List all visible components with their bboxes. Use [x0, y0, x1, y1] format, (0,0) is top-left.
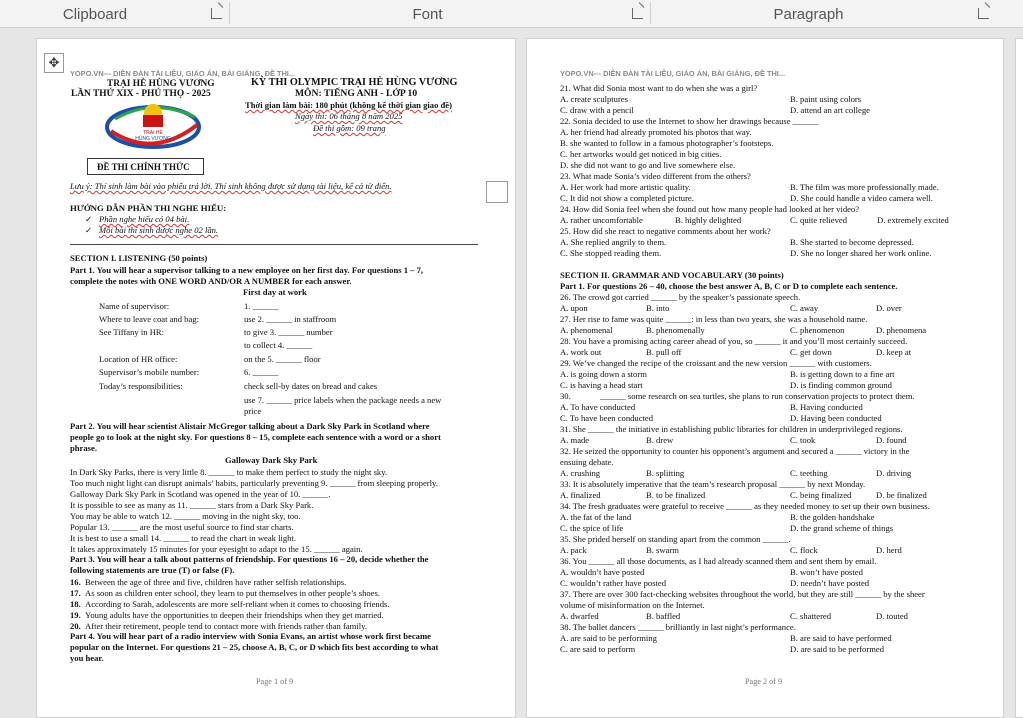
option: B. Having conducted — [790, 402, 863, 412]
exam-duration: Thời gian làm bài: 180 phút (không kể thời gian giao đề) — [245, 100, 452, 110]
option: A. To have conducted — [560, 402, 636, 412]
question-line: 24. How did Sonia feel when she found out how many people had looked at her video? — [560, 204, 860, 214]
option: A. dwarfed — [560, 611, 599, 621]
note-value: check sell-by dates on bread and cakes — [244, 381, 378, 391]
ribbon-group-font[interactable] — [230, 0, 625, 28]
option: C. draw with a pencil — [560, 105, 634, 115]
option: C. being finalized — [790, 490, 852, 500]
camp-edition: LẦN THỨ XIX - PHÚ THỌ - 2025 — [71, 89, 211, 99]
guide-item: Mỗi bài thí sinh được nghe 02 lần. — [99, 225, 219, 235]
statement-text: Young adults have the opportunities to deepen their friendships when they get married. — [85, 610, 384, 620]
option: A. are said to be performing — [560, 633, 657, 643]
option: D. Having been conducted — [790, 413, 882, 423]
statement-text: Between the age of three and five, children have rather selfish relationships. — [85, 577, 347, 587]
passage-title: Galloway Dark Sky Park — [225, 455, 318, 465]
question-line: 33. It is absolutely imperative that the team’s research proposal ______ by next Monday. — [560, 479, 866, 489]
dialog-launcher-icon[interactable] — [632, 8, 643, 19]
note-value: to collect 4. ______ — [244, 340, 313, 350]
part-instruction: popular on the Internet. For questions 21 – 25, choose A, B, C, or D which fits best according to what — [70, 642, 439, 652]
question-line: 22. Sonia decided to use the Internet to show her drawings because ______ — [560, 116, 819, 126]
candidate-note: Lưu ý: Thí sinh làm bài vào phiếu trả lời. Thí sinh không được sử dụng tài liệu, kể cả từ điển. — [70, 181, 392, 191]
option: D. She no longer shared her work online. — [790, 248, 932, 258]
option: D. over — [876, 303, 902, 313]
document-page-1[interactable] — [36, 38, 516, 718]
question-line: ______ some research on sea turtles, she plans to run conservation projects to protect them. — [600, 391, 915, 401]
question-line: 32. He seized the opportunity to counter his opponent’s argument and secured a ______ victory in the — [560, 446, 910, 456]
option: C. wouldn’t rather have posted — [560, 578, 667, 588]
exam-date: Ngày thi: 06 tháng 8 năm 2025 — [295, 111, 403, 121]
page-number: Page 2 of 9 — [745, 677, 783, 686]
sentence: It takes approximately 15 minutes for your eyesight to adapt to the 15. ______ again. — [70, 544, 363, 554]
page-header: YOPO.VN--- DIỄN ĐÀN TÀI LIỆU, GIÁO ÁN, BÀI GIẢNG, ĐỀ THI... — [70, 69, 296, 78]
note-label: Supervisor’s mobile number: — [99, 367, 200, 377]
note-value: to give 3. ______ number — [244, 327, 333, 337]
option: D. keep at — [876, 347, 912, 357]
part-instruction: Part 2. You will hear scientist Alistair McGregor talking about a Dark Sky Park in Scotland where — [70, 421, 430, 431]
option: A. She replied angrily to them. — [560, 237, 667, 247]
logo-text: TRẠI HÈ — [143, 130, 163, 136]
note-label: Location of HR office: — [99, 354, 178, 364]
option: B. the golden handshake — [790, 512, 875, 522]
option: C. her artworks would get noticed in big cities. — [560, 149, 722, 159]
question-line: Part 1. For questions 26 – 40, choose the best answer A, B, C or D to complete each sentence. — [560, 281, 898, 291]
ribbon-group-label: Paragraph — [773, 5, 844, 23]
option: A. is going down a storm — [560, 369, 647, 379]
statement-text: As soon as children enter school, they learn to put themselves in other people’s shoes. — [85, 588, 380, 598]
option: D. needn’t have posted — [790, 578, 870, 588]
note-value: 1. ______ — [244, 301, 279, 311]
option: B. splitting — [646, 468, 685, 478]
option: C. is having a head start — [560, 380, 643, 390]
option: A. Her work had more artistic quality. — [560, 182, 691, 192]
option: A. work out — [560, 347, 602, 357]
question-line: 25. How did she react to negative comments about her work? — [560, 226, 771, 236]
question-line: ensuing debate. — [560, 457, 614, 467]
statement-number: 20. — [70, 621, 81, 631]
exam-subject: MÔN: TIẾNG ANH - LỚP 10 — [295, 88, 418, 99]
logo-text: HÙNG VƯƠNG — [135, 136, 171, 142]
ribbon — [0, 0, 1023, 28]
option: B. The film was more professionally made. — [790, 182, 939, 192]
sentence: In Dark Sky Parks, there is very little 8. ______ to make them perfect to study the night sky. — [70, 467, 388, 477]
option: C. quite relieved — [790, 215, 848, 225]
option: D. driving — [876, 468, 912, 478]
option: C. To have been conducted — [560, 413, 654, 423]
question-line: 30. — [560, 391, 571, 401]
option: A. upon — [560, 303, 588, 313]
part-instruction: Part 3. You will hear a talk about patterns of friendship. For questions 16 – 20, decide whether the — [70, 554, 429, 564]
statement-text: After their retirement, people tend to contact more with friends rather than family. — [85, 621, 367, 631]
note-value: 6. ______ — [244, 367, 279, 377]
option: C. the spice of life — [560, 523, 624, 533]
part-instruction: you hear. — [70, 653, 104, 663]
option: B. she wanted to follow in a famous photographer’s footsteps. — [560, 138, 774, 148]
option: D. found — [876, 435, 907, 445]
camp-name: TRẠI HÈ HÙNG VƯƠNG — [107, 79, 215, 89]
question-line: 23. What made Sonia’s video different from the others? — [560, 171, 751, 181]
option: D. phenomena — [876, 325, 927, 335]
option: B. are said to have performed — [790, 633, 892, 643]
statement-number: 18. — [70, 599, 81, 609]
sentence: Popular 13. ______ are the most useful source to find star charts. — [70, 522, 294, 532]
option: B. to be finalized — [646, 490, 706, 500]
sentence: It is best to use a small 14. ______ to read the chart in weak light. — [70, 533, 297, 543]
page-number: Page 1 of 9 — [256, 677, 294, 686]
exam-title: KỲ THI OLYMPIC TRẠI HÈ HÙNG VƯƠNG — [251, 77, 458, 88]
part-instruction: Part 1. You will hear a supervisor talking to a new employee on her first day. For questions 1 – 7, — [70, 265, 424, 275]
sentence: You may be able to watch 12. ______ moving in the night sky, too. — [70, 511, 301, 521]
official-label: ĐỀ THI CHÍNH THỨC — [97, 162, 190, 172]
note-value: on the 5. ______ floor — [244, 354, 321, 364]
option: A. rather uncomfortable — [560, 215, 643, 225]
option: A. create sculptures — [560, 94, 629, 104]
sentence: Galloway Dark Sky Park in Scotland was opened in the year of 10. ______. — [70, 489, 331, 499]
dialog-launcher-icon[interactable] — [211, 8, 222, 19]
ribbon-group-clipboard[interactable] — [0, 0, 190, 28]
option: B. phenomenally — [646, 325, 705, 335]
question-line: 37. There are over 300 fact-checking websites throughout the world, but they are still ______ by the sheer — [560, 589, 925, 599]
bullet-check-icon: ✓ — [85, 225, 93, 235]
ribbon-group-label: Font — [412, 5, 443, 23]
question-line: 21. What did Sonia most want to do when she was a girl? — [560, 83, 758, 93]
move-handle-icon[interactable]: ✥ — [44, 53, 64, 73]
option: D. be finalized — [876, 490, 927, 500]
statement-number: 16. — [70, 577, 81, 587]
option: C. flock — [790, 545, 818, 555]
section-title: SECTION I. LISTENING (50 points) — [70, 253, 208, 263]
option: D. she did not want to go and live somewhere else. — [560, 160, 736, 170]
listening-guide-title: HƯỚNG DẪN PHẦN THI NGHE HIỂU: — [70, 203, 227, 213]
bullet-check-icon: ✓ — [85, 214, 93, 224]
statement-number: 19. — [70, 610, 81, 620]
option: D. extremely excited — [877, 215, 949, 225]
ribbon-group-paragraph[interactable] — [651, 0, 966, 28]
question-line: SECTION II. GRAMMAR AND VOCABULARY (30 points) — [560, 270, 784, 280]
sentence: It is possible to see as many as 11. ______ stars from a Dark Sky Park. — [70, 500, 314, 510]
option: B. drew — [646, 435, 674, 445]
question-line: 26. The crowd got carried ______ by the speaker’s passionate speech. — [560, 292, 801, 302]
option: A. finalized — [560, 490, 601, 500]
option: B. swarm — [646, 545, 679, 555]
option: B. highly delighted — [675, 215, 742, 225]
option: B. paint using colors — [790, 94, 862, 104]
ribbon-group-label: Clipboard — [62, 5, 128, 23]
question-line: 36. You ______ all those documents, as I had already scanned them and sent them by email. — [560, 556, 877, 566]
question-line: 28. You have a promising acting career ahead of you, so ______ it and you’ll most certainly succeed. — [560, 336, 908, 346]
question-line: 35. She prided herself on standing apart from the common ______. — [560, 534, 791, 544]
option: D. are said to be performed — [790, 644, 885, 654]
option: A. wouldn’t have posted — [560, 567, 645, 577]
option: A. made — [560, 435, 590, 445]
part-instruction: people go to look at the night sky. For questions 8 – 15, complete each sentence with a word or a short — [70, 432, 441, 442]
option: B. She started to become depressed. — [790, 237, 914, 247]
content-control-checkbox[interactable] — [486, 181, 508, 203]
option: D. attend an art college — [790, 105, 870, 115]
option: D. the grand scheme of things — [790, 523, 894, 533]
option: D. is finding common ground — [790, 380, 892, 390]
option: A. pack — [560, 545, 587, 555]
option: A. the fat of the land — [560, 512, 632, 522]
guide-item: Phần nghe hiểu có 04 bài. — [99, 214, 190, 224]
document-page-3[interactable] — [1015, 38, 1023, 718]
question-line: volume of misinformation on the Internet. — [560, 600, 705, 610]
option: C. away — [790, 303, 819, 313]
option: B. won’t have posted — [790, 567, 863, 577]
option: A. crushing — [560, 468, 601, 478]
option: C. are said to perform — [560, 644, 636, 654]
note-label: See Tiffany in HR: — [99, 327, 165, 337]
dialog-launcher-icon[interactable] — [978, 8, 989, 19]
option: C. phenomenon — [790, 325, 845, 335]
option: B. is getting down to a fine art — [790, 369, 895, 379]
exam-pages: Đề thi gồm: 09 trang — [313, 123, 386, 133]
statement-text: According to Sarah, adolescents are more self-reliant when it comes to choosing friends. — [85, 599, 390, 609]
part-instruction: complete the notes with ONE WORD AND/OR A NUMBER for each answer. — [70, 276, 352, 286]
option: C. shattered — [790, 611, 832, 621]
camp-logo-icon — [103, 97, 203, 153]
option: C. get down — [790, 347, 832, 357]
option: D. herd — [876, 545, 902, 555]
page-header: YOPO.VN--- DIỄN ĐÀN TÀI LIỆU, GIÁO ÁN, BÀI GIẢNG, ĐỀ THI... — [560, 69, 786, 78]
note-value: price — [244, 406, 262, 416]
question-line: 38. The ballet dancers ______ brilliantly in last night’s performance. — [560, 622, 796, 632]
note-label: Today’s responsibilities: — [99, 381, 183, 391]
question-line: 29. We’ve changed the recipe of the croissant and the new version ______ with customers. — [560, 358, 872, 368]
option: B. pull off — [646, 347, 682, 357]
option: A. her friend had already promoted his photos that way. — [560, 127, 752, 137]
option: C. took — [790, 435, 816, 445]
option: C. She stopped reading them. — [560, 248, 662, 258]
question-line: 34. The fresh graduates were grateful to receive ______ as they needed money to set up their own business. — [560, 501, 930, 511]
option: D. She could handle a video camera well. — [790, 193, 933, 203]
note-label: Where to leave coat and bag: — [99, 314, 199, 324]
question-line: 31. She ______ the initiative in establishing public libraries for children in underprivileged regions. — [560, 424, 903, 434]
question-line: 27. Her rise to fame was quite ______: in less than two years, she was a household name. — [560, 314, 868, 324]
option: B. baffled — [646, 611, 681, 621]
sentence: Too much night light can disrupt animals’ habits, particularly preventing 9. ______ from sleeping properly. — [70, 478, 438, 488]
option: B. into — [646, 303, 670, 313]
option: D. touted — [876, 611, 908, 621]
part-instruction: following statements are true (T) or false (F). — [70, 565, 235, 575]
note-value: use 7. ______ price labels when the package needs a new — [244, 395, 442, 405]
option: A. phenomenal — [560, 325, 613, 335]
note-label: Name of supervisor: — [99, 301, 170, 311]
statement-number: 17. — [70, 588, 81, 598]
part-instruction: Part 4. You will hear part of a radio interview with Sonia Evans, an artist whose work first became — [70, 631, 431, 641]
option: C. teething — [790, 468, 828, 478]
notes-title: First day at work — [243, 287, 307, 297]
divider — [70, 244, 478, 245]
note-value: use 2. ______ in staffroom — [244, 314, 337, 324]
part-instruction: phrase. — [70, 443, 97, 453]
option: C. It did not show a completed picture. — [560, 193, 694, 203]
document-page-2[interactable] — [526, 38, 1004, 718]
